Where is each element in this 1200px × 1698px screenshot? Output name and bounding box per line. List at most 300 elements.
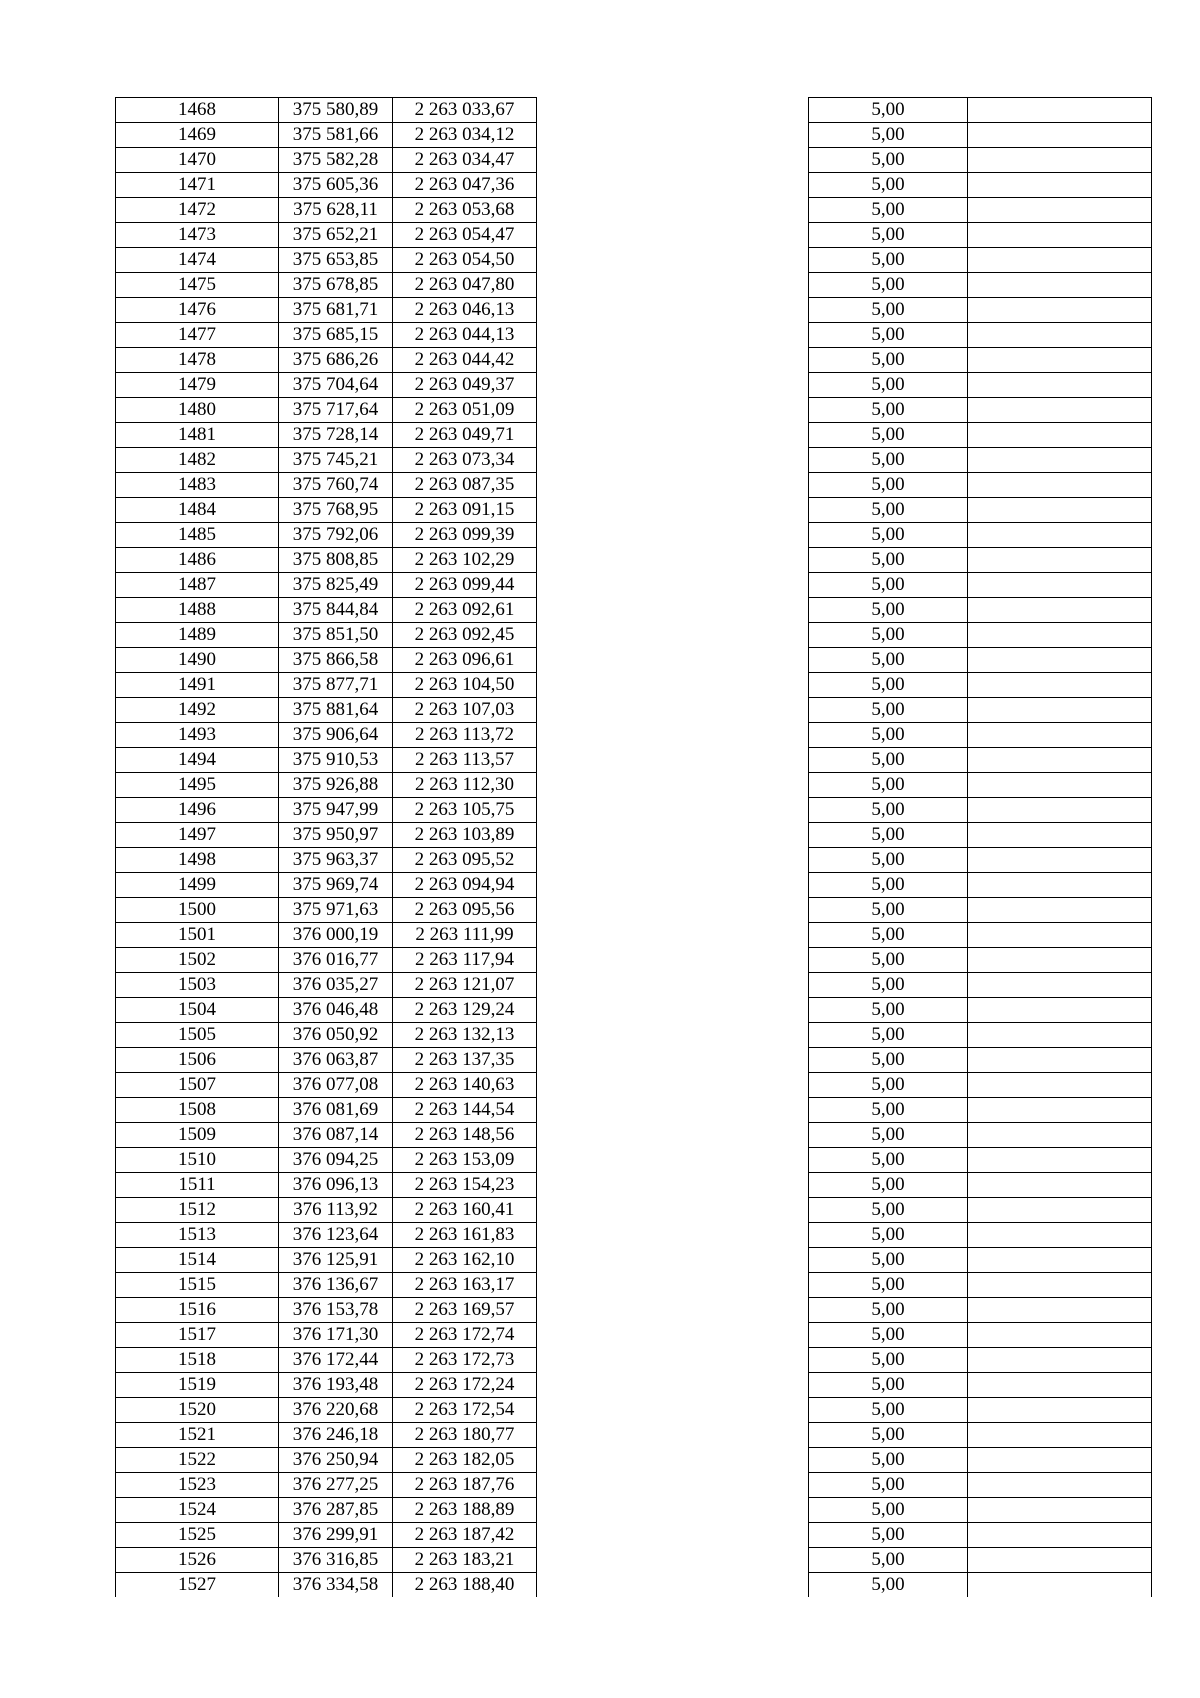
y-coordinate-cell: 2 263 188,89: [393, 1498, 537, 1523]
x-coordinate-cell: 375 768,95: [279, 498, 393, 523]
x-coordinate-cell: 376 113,92: [279, 1198, 393, 1223]
accuracy-cell: 5,00: [809, 873, 968, 898]
point-number-cell: 1527: [116, 1573, 279, 1598]
point-number-cell: 1476: [116, 298, 279, 323]
empty-cell: [537, 398, 809, 423]
empty-cell: [968, 1223, 1152, 1248]
accuracy-cell: 5,00: [809, 948, 968, 973]
empty-cell: [537, 773, 809, 798]
empty-cell: [537, 998, 809, 1023]
point-number-cell: 1514: [116, 1248, 279, 1273]
table-row: [116, 1448, 1152, 1473]
y-coordinate-cell: 2 263 044,13: [393, 323, 537, 348]
point-number-cell: 1501: [116, 923, 279, 948]
point-number-cell: 1517: [116, 1323, 279, 1348]
empty-cell: [537, 148, 809, 173]
empty-cell: [537, 1548, 809, 1573]
empty-cell: [537, 298, 809, 323]
accuracy-cell: 5,00: [809, 498, 968, 523]
x-coordinate-cell: 375 881,64: [279, 698, 393, 723]
point-number-cell: 1506: [116, 1048, 279, 1073]
empty-cell: [537, 1498, 809, 1523]
empty-cell: [968, 573, 1152, 598]
empty-cell: [968, 348, 1152, 373]
y-coordinate-cell: 2 263 169,57: [393, 1298, 537, 1323]
point-number-cell: 1473: [116, 223, 279, 248]
empty-cell: [537, 948, 809, 973]
y-coordinate-cell: 2 263 104,50: [393, 673, 537, 698]
y-coordinate-cell: 2 263 095,52: [393, 848, 537, 873]
y-coordinate-cell: 2 263 187,76: [393, 1473, 537, 1498]
accuracy-cell: 5,00: [809, 1123, 968, 1148]
x-coordinate-cell: 375 969,74: [279, 873, 393, 898]
accuracy-cell: 5,00: [809, 773, 968, 798]
empty-cell: [968, 698, 1152, 723]
table-row: [116, 323, 1152, 348]
table-row: [116, 873, 1152, 898]
empty-cell: [968, 898, 1152, 923]
y-coordinate-cell: 2 263 095,56: [393, 898, 537, 923]
table-row: [116, 1573, 1152, 1598]
empty-cell: [968, 498, 1152, 523]
accuracy-cell: 5,00: [809, 923, 968, 948]
y-coordinate-cell: 2 263 160,41: [393, 1198, 537, 1223]
x-coordinate-cell: 375 760,74: [279, 473, 393, 498]
table-row: [116, 673, 1152, 698]
empty-cell: [537, 1523, 809, 1548]
empty-cell: [537, 573, 809, 598]
x-coordinate-cell: 375 950,97: [279, 823, 393, 848]
x-coordinate-cell: 375 652,21: [279, 223, 393, 248]
y-coordinate-cell: 2 263 044,42: [393, 348, 537, 373]
y-coordinate-cell: 2 263 034,12: [393, 123, 537, 148]
y-coordinate-cell: 2 263 034,47: [393, 148, 537, 173]
point-number-cell: 1469: [116, 123, 279, 148]
x-coordinate-cell: 376 081,69: [279, 1098, 393, 1123]
empty-cell: [537, 1348, 809, 1373]
empty-cell: [537, 273, 809, 298]
point-number-cell: 1490: [116, 648, 279, 673]
empty-cell: [968, 1473, 1152, 1498]
accuracy-cell: 5,00: [809, 1023, 968, 1048]
y-coordinate-cell: 2 263 112,30: [393, 773, 537, 798]
x-coordinate-cell: 375 581,66: [279, 123, 393, 148]
x-coordinate-cell: 375 963,37: [279, 848, 393, 873]
y-coordinate-cell: 2 263 137,35: [393, 1048, 537, 1073]
point-number-cell: 1500: [116, 898, 279, 923]
x-coordinate-cell: 376 035,27: [279, 973, 393, 998]
empty-cell: [537, 198, 809, 223]
table-row: [116, 248, 1152, 273]
empty-cell: [968, 148, 1152, 173]
accuracy-cell: 5,00: [809, 823, 968, 848]
empty-cell: [537, 973, 809, 998]
x-coordinate-cell: 376 287,85: [279, 1498, 393, 1523]
table-row: [116, 1198, 1152, 1223]
accuracy-cell: 5,00: [809, 98, 968, 123]
y-coordinate-cell: 2 263 121,07: [393, 973, 537, 998]
point-number-cell: 1492: [116, 698, 279, 723]
y-coordinate-cell: 2 263 054,47: [393, 223, 537, 248]
table-row: [116, 1123, 1152, 1148]
table-row: [116, 1148, 1152, 1173]
empty-cell: [537, 1373, 809, 1398]
y-coordinate-cell: 2 263 049,37: [393, 373, 537, 398]
point-number-cell: 1494: [116, 748, 279, 773]
point-number-cell: 1512: [116, 1198, 279, 1223]
point-number-cell: 1508: [116, 1098, 279, 1123]
accuracy-cell: 5,00: [809, 473, 968, 498]
point-number-cell: 1504: [116, 998, 279, 1023]
empty-cell: [968, 323, 1152, 348]
y-coordinate-cell: 2 263 113,57: [393, 748, 537, 773]
accuracy-cell: 5,00: [809, 1448, 968, 1473]
y-coordinate-cell: 2 263 111,99: [393, 923, 537, 948]
empty-cell: [968, 998, 1152, 1023]
x-coordinate-cell: 375 825,49: [279, 573, 393, 598]
y-coordinate-cell: 2 263 187,42: [393, 1523, 537, 1548]
accuracy-cell: 5,00: [809, 973, 968, 998]
x-coordinate-cell: 376 050,92: [279, 1023, 393, 1048]
y-coordinate-cell: 2 263 162,10: [393, 1248, 537, 1273]
table-row: [116, 173, 1152, 198]
table-row: [116, 1098, 1152, 1123]
point-number-cell: 1525: [116, 1523, 279, 1548]
accuracy-cell: 5,00: [809, 1248, 968, 1273]
x-coordinate-cell: 375 686,26: [279, 348, 393, 373]
y-coordinate-cell: 2 263 046,13: [393, 298, 537, 323]
empty-cell: [968, 1448, 1152, 1473]
x-coordinate-cell: 375 653,85: [279, 248, 393, 273]
accuracy-cell: 5,00: [809, 123, 968, 148]
accuracy-cell: 5,00: [809, 1173, 968, 1198]
y-coordinate-cell: 2 263 172,54: [393, 1398, 537, 1423]
empty-cell: [537, 373, 809, 398]
point-number-cell: 1520: [116, 1398, 279, 1423]
accuracy-cell: 5,00: [809, 848, 968, 873]
table-row: [116, 498, 1152, 523]
accuracy-cell: 5,00: [809, 273, 968, 298]
empty-cell: [968, 123, 1152, 148]
empty-cell: [968, 1198, 1152, 1223]
point-number-cell: 1480: [116, 398, 279, 423]
empty-cell: [968, 1373, 1152, 1398]
empty-cell: [968, 223, 1152, 248]
x-coordinate-cell: 375 910,53: [279, 748, 393, 773]
empty-cell: [968, 1548, 1152, 1573]
table-row: [116, 948, 1152, 973]
table-row: [116, 523, 1152, 548]
empty-cell: [968, 248, 1152, 273]
x-coordinate-cell: 376 125,91: [279, 1248, 393, 1273]
table-row: [116, 1323, 1152, 1348]
x-coordinate-cell: 375 866,58: [279, 648, 393, 673]
empty-cell: [968, 623, 1152, 648]
table-row: [116, 1548, 1152, 1573]
accuracy-cell: 5,00: [809, 1223, 968, 1248]
empty-cell: [537, 1048, 809, 1073]
empty-cell: [968, 1498, 1152, 1523]
x-coordinate-cell: 376 094,25: [279, 1148, 393, 1173]
point-number-cell: 1505: [116, 1023, 279, 1048]
accuracy-cell: 5,00: [809, 598, 968, 623]
x-coordinate-cell: 375 877,71: [279, 673, 393, 698]
table-row: [116, 1523, 1152, 1548]
y-coordinate-cell: 2 263 113,72: [393, 723, 537, 748]
empty-cell: [537, 223, 809, 248]
empty-cell: [968, 1148, 1152, 1173]
y-coordinate-cell: 2 263 132,13: [393, 1023, 537, 1048]
y-coordinate-cell: 2 263 051,09: [393, 398, 537, 423]
point-number-cell: 1521: [116, 1423, 279, 1448]
y-coordinate-cell: 2 263 172,24: [393, 1373, 537, 1398]
empty-cell: [968, 448, 1152, 473]
x-coordinate-cell: 376 334,58: [279, 1573, 393, 1598]
y-coordinate-cell: 2 263 094,94: [393, 873, 537, 898]
point-number-cell: 1493: [116, 723, 279, 748]
empty-cell: [968, 1098, 1152, 1123]
empty-cell: [537, 1098, 809, 1123]
empty-cell: [968, 398, 1152, 423]
empty-cell: [537, 348, 809, 373]
point-number-cell: 1489: [116, 623, 279, 648]
y-coordinate-cell: 2 263 091,15: [393, 498, 537, 523]
point-number-cell: 1503: [116, 973, 279, 998]
point-number-cell: 1519: [116, 1373, 279, 1398]
table-row: [116, 98, 1152, 123]
y-coordinate-cell: 2 263 047,80: [393, 273, 537, 298]
accuracy-cell: 5,00: [809, 623, 968, 648]
y-coordinate-cell: 2 263 183,21: [393, 1548, 537, 1573]
accuracy-cell: 5,00: [809, 1523, 968, 1548]
empty-cell: [537, 1398, 809, 1423]
accuracy-cell: 5,00: [809, 898, 968, 923]
y-coordinate-cell: 2 263 047,36: [393, 173, 537, 198]
accuracy-cell: 5,00: [809, 548, 968, 573]
empty-cell: [968, 848, 1152, 873]
y-coordinate-cell: 2 263 148,56: [393, 1123, 537, 1148]
accuracy-cell: 5,00: [809, 1398, 968, 1423]
empty-cell: [537, 923, 809, 948]
empty-cell: [537, 1273, 809, 1298]
table-row: [116, 1073, 1152, 1098]
empty-cell: [537, 598, 809, 623]
accuracy-cell: 5,00: [809, 148, 968, 173]
table-row: [116, 223, 1152, 248]
accuracy-cell: 5,00: [809, 248, 968, 273]
x-coordinate-cell: 376 016,77: [279, 948, 393, 973]
x-coordinate-cell: 376 087,14: [279, 1123, 393, 1148]
empty-cell: [968, 1398, 1152, 1423]
x-coordinate-cell: 376 046,48: [279, 998, 393, 1023]
y-coordinate-cell: 2 263 087,35: [393, 473, 537, 498]
point-number-cell: 1515: [116, 1273, 279, 1298]
empty-cell: [537, 1198, 809, 1223]
accuracy-cell: 5,00: [809, 198, 968, 223]
point-number-cell: 1511: [116, 1173, 279, 1198]
x-coordinate-cell: 376 063,87: [279, 1048, 393, 1073]
empty-cell: [968, 598, 1152, 623]
point-number-cell: 1483: [116, 473, 279, 498]
x-coordinate-cell: 375 580,89: [279, 98, 393, 123]
y-coordinate-cell: 2 263 140,63: [393, 1073, 537, 1098]
table-row: [116, 1023, 1152, 1048]
empty-cell: [968, 1073, 1152, 1098]
point-number-cell: 1472: [116, 198, 279, 223]
table-row: [116, 148, 1152, 173]
empty-cell: [537, 448, 809, 473]
table-row: [116, 548, 1152, 573]
table-row: [116, 573, 1152, 598]
empty-cell: [537, 123, 809, 148]
point-number-cell: 1510: [116, 1148, 279, 1173]
y-coordinate-cell: 2 263 103,89: [393, 823, 537, 848]
empty-cell: [968, 1298, 1152, 1323]
y-coordinate-cell: 2 263 172,74: [393, 1323, 537, 1348]
table-row: [116, 1173, 1152, 1198]
x-coordinate-cell: 375 605,36: [279, 173, 393, 198]
empty-cell: [537, 1223, 809, 1248]
accuracy-cell: 5,00: [809, 398, 968, 423]
x-coordinate-cell: 376 077,08: [279, 1073, 393, 1098]
empty-cell: [968, 748, 1152, 773]
point-number-cell: 1502: [116, 948, 279, 973]
empty-cell: [537, 798, 809, 823]
empty-cell: [537, 173, 809, 198]
y-coordinate-cell: 2 263 099,44: [393, 573, 537, 598]
table-row: [116, 748, 1152, 773]
accuracy-cell: 5,00: [809, 1423, 968, 1448]
empty-cell: [968, 673, 1152, 698]
table-row: [116, 798, 1152, 823]
empty-cell: [537, 698, 809, 723]
x-coordinate-cell: 375 628,11: [279, 198, 393, 223]
table-row: [116, 123, 1152, 148]
coordinates-table: [115, 97, 1152, 1597]
x-coordinate-cell: 375 728,14: [279, 423, 393, 448]
accuracy-cell: 5,00: [809, 523, 968, 548]
point-number-cell: 1524: [116, 1498, 279, 1523]
empty-cell: [968, 98, 1152, 123]
table-row: [116, 773, 1152, 798]
x-coordinate-cell: 376 193,48: [279, 1373, 393, 1398]
accuracy-cell: 5,00: [809, 1548, 968, 1573]
point-number-cell: 1509: [116, 1123, 279, 1148]
accuracy-cell: 5,00: [809, 298, 968, 323]
empty-cell: [968, 523, 1152, 548]
empty-cell: [537, 248, 809, 273]
table-row: [116, 398, 1152, 423]
empty-cell: [537, 1573, 809, 1598]
empty-cell: [968, 1048, 1152, 1073]
y-coordinate-cell: 2 263 161,83: [393, 1223, 537, 1248]
y-coordinate-cell: 2 263 033,67: [393, 98, 537, 123]
x-coordinate-cell: 376 316,85: [279, 1548, 393, 1573]
empty-cell: [968, 798, 1152, 823]
empty-cell: [968, 1423, 1152, 1448]
empty-cell: [968, 948, 1152, 973]
table-row: [116, 1348, 1152, 1373]
y-coordinate-cell: 2 263 092,61: [393, 598, 537, 623]
table-row: [116, 923, 1152, 948]
y-coordinate-cell: 2 263 153,09: [393, 1148, 537, 1173]
x-coordinate-cell: 376 277,25: [279, 1473, 393, 1498]
point-number-cell: 1495: [116, 773, 279, 798]
empty-cell: [968, 823, 1152, 848]
point-number-cell: 1479: [116, 373, 279, 398]
x-coordinate-cell: 375 678,85: [279, 273, 393, 298]
x-coordinate-cell: 375 808,85: [279, 548, 393, 573]
x-coordinate-cell: 376 172,44: [279, 1348, 393, 1373]
point-number-cell: 1526: [116, 1548, 279, 1573]
table-row: [116, 973, 1152, 998]
table-row: [116, 823, 1152, 848]
accuracy-cell: 5,00: [809, 748, 968, 773]
empty-cell: [968, 1323, 1152, 1348]
table-row: [116, 623, 1152, 648]
y-coordinate-cell: 2 263 182,05: [393, 1448, 537, 1473]
accuracy-cell: 5,00: [809, 348, 968, 373]
empty-cell: [968, 1173, 1152, 1198]
empty-cell: [968, 723, 1152, 748]
empty-cell: [537, 1323, 809, 1348]
table-row: [116, 1423, 1152, 1448]
empty-cell: [537, 473, 809, 498]
empty-cell: [537, 848, 809, 873]
point-number-cell: 1491: [116, 673, 279, 698]
table-row: [116, 598, 1152, 623]
point-number-cell: 1498: [116, 848, 279, 873]
accuracy-cell: 5,00: [809, 1273, 968, 1298]
point-number-cell: 1487: [116, 573, 279, 598]
accuracy-cell: 5,00: [809, 1198, 968, 1223]
point-number-cell: 1523: [116, 1473, 279, 1498]
coordinates-table-body: [116, 98, 1152, 1598]
accuracy-cell: 5,00: [809, 1498, 968, 1523]
empty-cell: [537, 1448, 809, 1473]
empty-cell: [537, 1473, 809, 1498]
empty-cell: [968, 1123, 1152, 1148]
accuracy-cell: 5,00: [809, 323, 968, 348]
table-row: [116, 898, 1152, 923]
empty-cell: [537, 98, 809, 123]
empty-cell: [537, 1073, 809, 1098]
table-row: [116, 273, 1152, 298]
point-number-cell: 1513: [116, 1223, 279, 1248]
table-row: [116, 198, 1152, 223]
accuracy-cell: 5,00: [809, 1373, 968, 1398]
accuracy-cell: 5,00: [809, 173, 968, 198]
y-coordinate-cell: 2 263 172,73: [393, 1348, 537, 1373]
empty-cell: [537, 823, 809, 848]
empty-cell: [537, 723, 809, 748]
point-number-cell: 1516: [116, 1298, 279, 1323]
accuracy-cell: 5,00: [809, 1323, 968, 1348]
empty-cell: [968, 973, 1152, 998]
empty-cell: [537, 523, 809, 548]
point-number-cell: 1475: [116, 273, 279, 298]
empty-cell: [968, 373, 1152, 398]
empty-cell: [968, 1248, 1152, 1273]
x-coordinate-cell: 376 246,18: [279, 1423, 393, 1448]
y-coordinate-cell: 2 263 099,39: [393, 523, 537, 548]
x-coordinate-cell: 375 971,63: [279, 898, 393, 923]
x-coordinate-cell: 376 136,67: [279, 1273, 393, 1298]
empty-cell: [537, 1123, 809, 1148]
empty-cell: [537, 1248, 809, 1273]
empty-cell: [968, 198, 1152, 223]
x-coordinate-cell: 376 153,78: [279, 1298, 393, 1323]
